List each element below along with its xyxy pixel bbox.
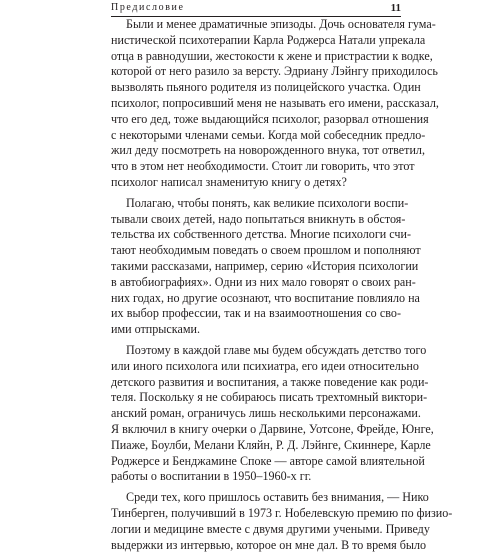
text-line: с некоторыми членами семьи. Когда мой собеседник предло- <box>111 127 426 142</box>
text-line: Роджерсе и Бенджамине Споке — авторе самой влиятельной <box>111 453 425 468</box>
text-line: анский роман, ограничусь лишь несколькими персонажами. <box>111 406 421 421</box>
text-line: тельства их собственного детства. Многие психологи счи- <box>111 227 411 242</box>
text-line: Пиаже, Боулби, Мелани Кляйн, Р. Д. Лэйнге, Скиннере, Карле <box>111 437 431 452</box>
body-text <box>111 17 453 558</box>
text-line: Среди тех, кого пришлось оставить без внимания, — Нико <box>126 490 429 505</box>
running-title: Предисловие <box>111 2 185 13</box>
text-line: что в этом нет необходимости. Стоит ли говорить, что этот <box>111 159 415 174</box>
text-line: психолог написал знаменитую книгу о детях? <box>111 174 347 189</box>
text-line: Были и менее драматичные эпизоды. Дочь основателя гума- <box>126 17 436 31</box>
text-line: их выбор профессии, так и на взаимоотношения со сво- <box>111 306 401 321</box>
text-line: Я включил в книгу очерки о Дарвине, Уотсоне, Фрейде, Юнге, <box>111 421 434 436</box>
page-number: 11 <box>390 2 401 14</box>
paragraph <box>111 17 439 191</box>
text-line: теля. Поскольку я не собираюсь писать трехтомный виктори- <box>111 390 428 405</box>
text-line: работы о воспитании в 1950–1960-х гг. <box>111 469 312 484</box>
text-line: в автобиографиях». Одни из них мало говорят о своих ран- <box>111 274 416 289</box>
text-line: Тинберген, получивший в 1973 г. Нобелевскую премию по физио- <box>111 505 453 520</box>
text-line: что его дед, тоже выдающийся психолог, разорвал отношения <box>111 111 429 126</box>
text-line: психолог, попросивший меня не называть его имени, рассказал, <box>111 95 439 110</box>
text-line: жил деду посмотреть на новорожденного внука, тот ответил, <box>111 143 425 158</box>
paragraph <box>111 342 434 485</box>
text-line: нистической психотерапии Карла Роджерса Натали упрекала <box>111 32 426 47</box>
text-line: которой от него разило за версту. Эдриану Лэйнгу приходилось <box>111 64 438 79</box>
running-header <box>111 1 401 15</box>
text-line: детского развития и воспитания, а также поведение как роди- <box>111 374 429 389</box>
text-line: тывали своих детей, надо попытаться вникнуть в обстоя- <box>111 211 406 226</box>
paragraph <box>111 195 421 338</box>
text-line: Полагаю, чтобы понять, как великие психологи воспи- <box>126 195 409 210</box>
text-line: логии и медицине вместе с двумя другими учеными. Приведу <box>111 521 430 536</box>
text-line: ими отпрысками. <box>111 322 201 337</box>
text-line: вызволять пьяного родителя из полицейского участка. Один <box>111 80 421 95</box>
text-line: отца в равнодушии, жестокости к жене и пристрастии к водке, <box>111 48 433 63</box>
text-line: тают необходимым поведать о своем прошлом и пополняют <box>111 243 421 258</box>
paragraph <box>111 490 453 553</box>
text-line: выдержки из интервью, которое он мне дал. В то время было <box>111 537 427 552</box>
text-line: или иного психолога или психиатра, его идеи относительно <box>111 358 419 373</box>
text-line: них годах, но другие осознают, что воспитание повлияло на <box>111 290 420 305</box>
text-line: такими рассказами, например, серию «История психологии <box>111 258 419 273</box>
text-line: Поэтому в каждой главе мы будем обсуждать детство того <box>126 342 427 357</box>
